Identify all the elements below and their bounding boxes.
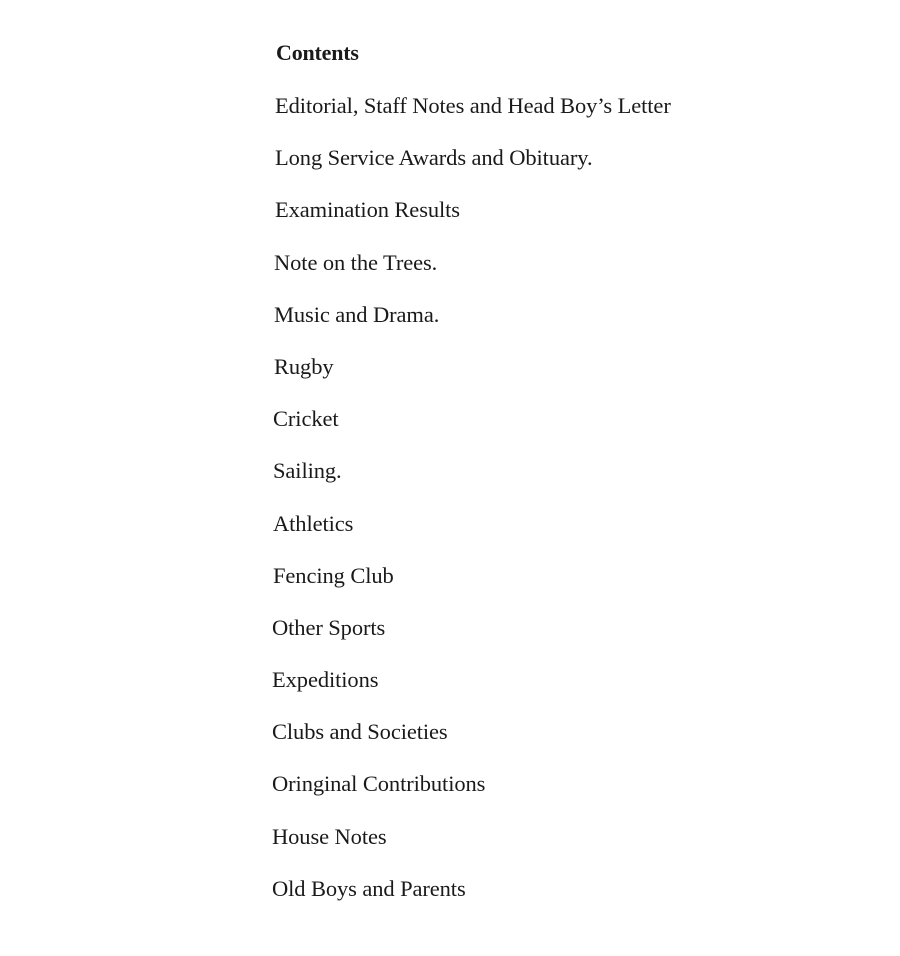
contents-entry: Cricket: [273, 406, 339, 432]
contents-entry: Clubs and Societies: [272, 719, 448, 745]
contents-entry: Athletics: [273, 510, 354, 536]
contents-entry: Fencing Club: [273, 562, 394, 588]
contents-entry: Rugby: [274, 353, 334, 379]
contents-entry: Oringinal Contributions: [272, 771, 486, 797]
contents-entry: Note on the Trees.: [274, 249, 438, 275]
contents-heading: Contents: [276, 40, 359, 65]
contents-entry: House Notes: [272, 823, 387, 849]
contents-entry: Old Boys and Parents: [272, 875, 466, 901]
contents-entry: Examination Results: [275, 197, 460, 223]
contents-entry: Sailing.: [273, 458, 342, 484]
contents-entry: Other Sports: [272, 614, 386, 640]
contents-entry: Expeditions: [272, 667, 379, 693]
contents-entry: Editorial, Staff Notes and Head Boy’s Letter: [275, 93, 671, 118]
contents-entry: Music and Drama.: [274, 301, 440, 327]
contents-entry: Long Service Awards and Obituary.: [275, 145, 593, 171]
contents-list: [272, 92, 671, 927]
